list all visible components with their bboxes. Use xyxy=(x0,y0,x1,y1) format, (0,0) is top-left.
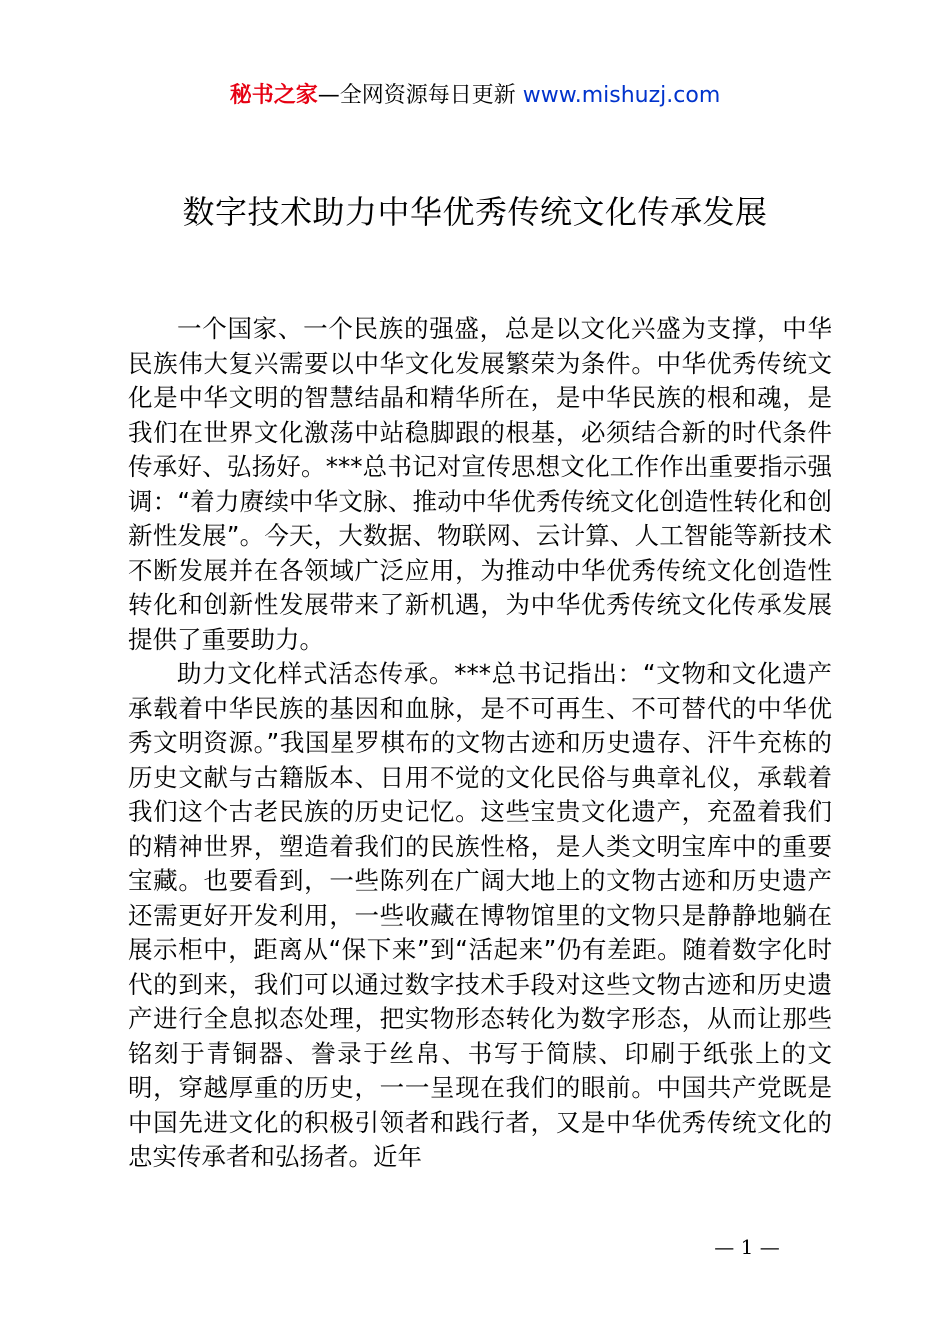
body-paragraph: 一个国家、一个民族的强盛，总是以文化兴盛为支撑，中华民族伟大复兴需要以中华文化发展繁荣为条件。中华优秀传统文化是中华文明的智慧结晶和精华所在，是中华民族的根和魂，是我们在世界文化激荡中站稳脚跟的根基，必须结合新的时代条件传承好、弘扬好。***总书记对宣传思想文化工作作出重要指示强调：“着力赓续中华文脉、推动中华优秀传统文化创造性转化和创新性发展”。今天，大数据、物联网、云计算、人工智能等新技术不断发展并在各领域广泛应用，为推动中华优秀传统文化创造性转化和创新性发展带来了新机遇，为中华优秀传统文化传承发展提供了重要助力。 xyxy=(128,314,832,654)
site-url-link[interactable]: www.mishuzj.com xyxy=(522,83,721,108)
document-body xyxy=(128,312,832,1175)
site-brand: 秘书之家 xyxy=(229,83,318,108)
document-title: 数字技术助力中华优秀传统文化传承发展 xyxy=(182,193,768,231)
site-tagline: —全网资源每日更新 xyxy=(317,83,523,108)
page-number: — 1 — xyxy=(714,1235,780,1259)
site-header xyxy=(0,80,950,112)
body-paragraph: 助力文化样式活态传承。***总书记指出：“文物和文化遗产承载着中华民族的基因和血脉，是不可再生、不可替代的中华优秀文明资源。”我国星罗棋布的文物古迹和历史遗存、汗牛充栋的历史文献与古籍版本、日用不觉的文化民俗与典章礼仪，承载着我们这个古老民族的历史记忆。这些宝贵文化遗产，充盈着我们的精神世界，塑造着我们的民族性格，是人类文明宝库中的重要宝藏。也要看到，一些陈列在广阔大地上的文物古迹和历史遗产还需更好开发利用，一些收藏在博物馆里的文物只是静静地躺在展示柜中，距离从“保下来”到“活起来”仍有差距。随着数字化时代的到来，我们可以通过数字技术手段对这些文物古迹和历史遗产进行全息拟态处理，把实物形态转化为数字形态，从而让那些铭刻于青铜器、誊录于丝帛、书写于简牍、印刷于纸张上的文明，穿越厚重的历史，一一呈现在我们的眼前。中国共产党既是中国先进文化的积极引领者和践行者，又是中华优秀传统文化的忠实传承者和弘扬者。近年 xyxy=(128,659,832,1171)
